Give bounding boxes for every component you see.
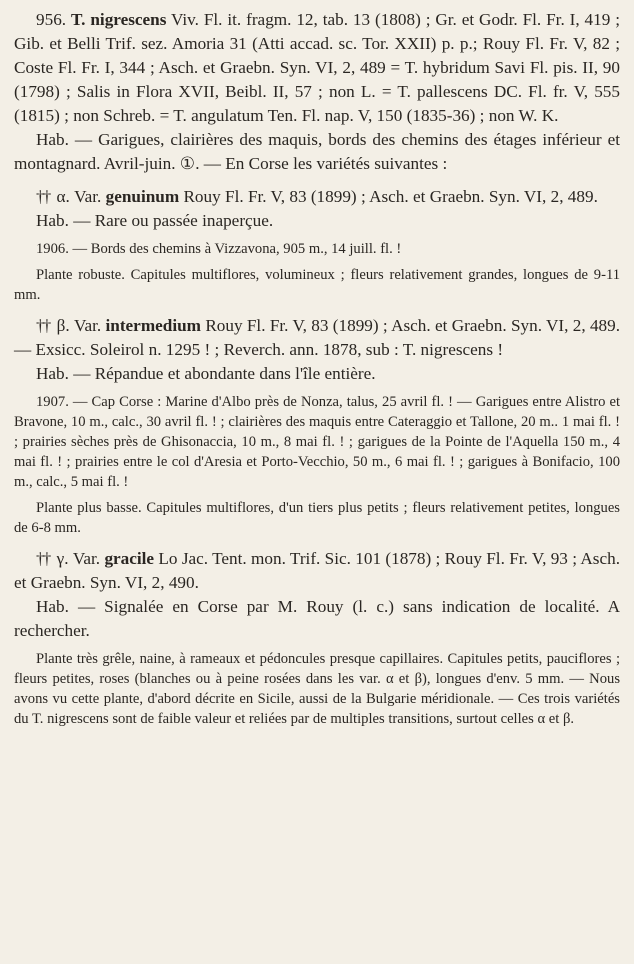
variety-gamma-greek: γ. — [56, 549, 69, 568]
variety-beta-name: intermedium — [105, 316, 201, 335]
variety-beta-marker: †† — [36, 316, 50, 335]
variety-gamma-description: Plante très grêle, naine, à rameaux et pédoncules presque capillaires. Capitules petits, pauciflores ; fleurs petites, roses (blanches ou à peine rosées dans les var. α et β), longues d'env. 5 mm. — Nous avons vu cette plante, d'abord décrite en Sicile, aussi de la Bulgarie méridionale. — Ces trois variétés du T. nigrescens sont de faible valeur et reliées par de multiples transitions, surtout celles α et β. — [14, 651, 620, 727]
species-entry — [14, 8, 620, 128]
variety-beta-greek: β. — [56, 316, 70, 335]
variety-alpha-citation: Rouy Fl. Fr. V, 83 (1899) ; Asch. et Graebn. Syn. VI, 2, 489. — [183, 187, 598, 206]
variety-beta-record: 1907. — Cap Corse : Marine d'Albo près de Nonza, talus, 25 avril fl. ! — Garigues entre Alistro et Bravone, 10 m., calc., 30 avril fl. ! ; clairières des maquis entre Cateraggio et Tallone, 20 m.. 1 mai fl. ! ; prairies sèches près de Ghisonaccia, 10 m., 8 mai fl. ! ; garigues de la Pointe de l'Aquella 150 m., 4 mai fl. ! ; prairies entre le col d'Aresia et Porto-Vecchio, 50 m., 6 mai fl. ! ; garigues à Bonifacio, 100 m., calc., 5 mai fl. ! — [14, 394, 620, 490]
variety-beta-prefix: Var. — [73, 316, 102, 335]
variety-beta-citation: Rouy Fl. Fr. V, 83 (1899) ; Asch. et Graebn. Syn. VI, 2, 489. — Exsicc. Soleirol n. 1295 ! ; Reverch. ann. 1878, sub : T. nigrescens ! — [14, 316, 621, 359]
variety-gamma-habitat: Hab. — Signalée en Corse par M. Rouy (l. c.) sans indication de localité. A rechercher. — [14, 597, 620, 640]
variety-alpha-marker: †† — [36, 187, 50, 206]
species-habitat: Hab. — Garigues, clairières des maquis, bords des chemins des étages inférieur et montagnard. Avril-juin. ①. — En Corse les variétés suivantes : — [14, 130, 620, 173]
variety-alpha-greek: α. — [56, 187, 70, 206]
species-name: T. nigrescens — [70, 10, 167, 29]
variety-alpha-prefix: Var. — [74, 187, 102, 206]
variety-beta-habitat: Hab. — Répandue et abondante dans l'île entière. — [36, 364, 376, 383]
species-number: 956. — [36, 10, 67, 29]
variety-beta-description: Plante plus basse. Capitules multiflores, d'un tiers plus petits ; fleurs relativement petites, longues de 6-8 mm. — [14, 500, 620, 536]
variety-alpha-description: Plante robuste. Capitules multiflores, volumineux ; fleurs relativement grandes, longues de 9-11 mm. — [14, 267, 620, 303]
variety-alpha-habitat: Hab. — Rare ou passée inaperçue. — [36, 211, 274, 230]
variety-gamma-heading — [14, 547, 620, 595]
variety-gamma-marker: †† — [36, 549, 50, 568]
variety-gamma-name: gracile — [104, 549, 155, 568]
species-citation: Viv. Fl. it. fragm. 12, tab. 13 (1808) ; Gr. et Godr. Fl. Fr. I, 419 ; Gib. et Belli Trif. sez. Amoria 31 (Atti accad. sc. Tor. XXII) p. p.; Rouy Fl. Fr. V, 82 ; Coste Fl. Fr. I, 344 ; Asch. et Graebn. Syn. VI, 2, 489 = T. hybridum Savi Fl. pis. II, 90 (1798) ; Salis in Flora XVII, Beibl. II, 57 ; non L. = T. pallescens DC. Fl. fr. V, 555 (1815) ; non Schreb. = T. angulatum Ten. Fl. nap. V, 150 (1835-36) ; non W. K. — [14, 10, 621, 125]
variety-alpha-name: genuinum — [105, 187, 180, 206]
variety-alpha-record: 1906. — Bords des chemins à Vizzavona, 905 m., 14 juill. fl. ! — [36, 241, 402, 257]
variety-gamma-citation: Lo Jac. Tent. mon. Trif. Sic. 101 (1878) ; Rouy Fl. Fr. V, 93 ; Asch. et Graebn. Syn. VI, 2, 490. — [14, 549, 621, 592]
variety-beta-heading — [14, 314, 620, 362]
variety-gamma-prefix: Var. — [72, 549, 101, 568]
variety-alpha-heading — [14, 185, 620, 209]
